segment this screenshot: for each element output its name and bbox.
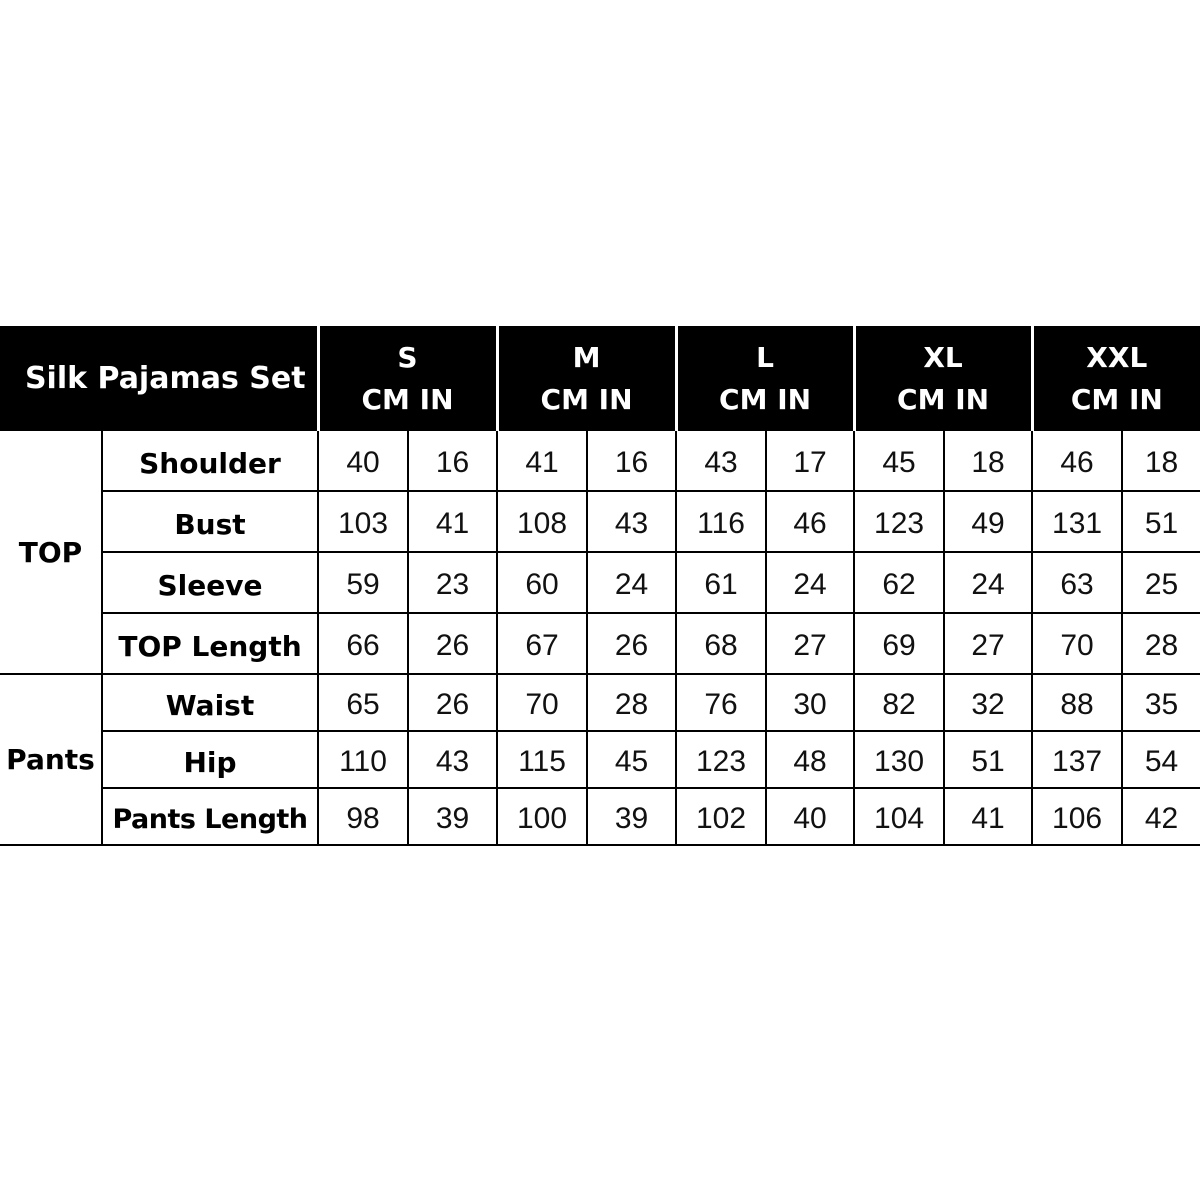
value-cell: 43 — [587, 491, 676, 552]
table-row — [0, 731, 1200, 788]
value-cell: 39 — [587, 788, 676, 845]
value-cell: 54 — [1122, 731, 1200, 788]
value-cell: 41 — [497, 431, 587, 491]
value-cell: 76 — [676, 674, 766, 731]
value-cell: 110 — [318, 731, 408, 788]
value-cell: 137 — [1032, 731, 1122, 788]
value-cell: 115 — [497, 731, 587, 788]
value-cell: 82 — [854, 674, 944, 731]
table-row — [0, 613, 1200, 674]
value-cell: 41 — [944, 788, 1032, 845]
measurement-label: Bust — [102, 491, 318, 552]
value-cell: 70 — [497, 674, 587, 731]
value-cell: 60 — [497, 552, 587, 613]
table-row — [0, 491, 1200, 552]
value-cell: 40 — [318, 431, 408, 491]
value-cell: 28 — [587, 674, 676, 731]
value-cell: 41 — [408, 491, 497, 552]
value-cell: 51 — [944, 731, 1032, 788]
value-cell: 61 — [676, 552, 766, 613]
value-cell: 51 — [1122, 491, 1200, 552]
measurement-label: Pants Length — [102, 788, 318, 845]
value-cell: 88 — [1032, 674, 1122, 731]
value-cell: 98 — [318, 788, 408, 845]
value-cell: 68 — [676, 613, 766, 674]
size-label: S — [397, 340, 418, 374]
table-row — [0, 788, 1200, 845]
value-cell: 131 — [1032, 491, 1122, 552]
value-cell: 46 — [1032, 431, 1122, 491]
size-label: M — [572, 340, 601, 374]
measurement-label: Waist — [102, 674, 318, 731]
value-cell: 103 — [318, 491, 408, 552]
value-cell: 18 — [1122, 431, 1200, 491]
size-header-xl — [854, 326, 1032, 431]
value-cell: 26 — [587, 613, 676, 674]
value-cell: 16 — [408, 431, 497, 491]
value-cell: 30 — [766, 674, 854, 731]
size-label: XXL — [1086, 340, 1148, 374]
size-header-xxl — [1032, 326, 1200, 431]
value-cell: 18 — [944, 431, 1032, 491]
table-row — [0, 552, 1200, 613]
value-cell: 24 — [587, 552, 676, 613]
value-cell: 43 — [408, 731, 497, 788]
value-cell: 116 — [676, 491, 766, 552]
value-cell: 42 — [1122, 788, 1200, 845]
value-cell: 45 — [854, 431, 944, 491]
value-cell: 49 — [944, 491, 1032, 552]
value-cell: 28 — [1122, 613, 1200, 674]
value-cell: 27 — [766, 613, 854, 674]
value-cell: 108 — [497, 491, 587, 552]
value-cell: 27 — [944, 613, 1032, 674]
units-label: CM IN — [1070, 382, 1163, 416]
units-label: CM IN — [540, 382, 633, 416]
size-header-l — [676, 326, 854, 431]
size-label: XL — [923, 340, 963, 374]
category-0: TOP — [0, 431, 102, 674]
size-header-m — [497, 326, 676, 431]
value-cell: 104 — [854, 788, 944, 845]
category-1: Pants — [0, 674, 102, 845]
value-cell: 63 — [1032, 552, 1122, 613]
units-label: CM IN — [897, 382, 990, 416]
value-cell: 130 — [854, 731, 944, 788]
value-cell: 67 — [497, 613, 587, 674]
value-cell: 70 — [1032, 613, 1122, 674]
table-title: Silk Pajamas Set — [0, 326, 318, 431]
value-cell: 24 — [766, 552, 854, 613]
value-cell: 100 — [497, 788, 587, 845]
value-cell: 26 — [408, 674, 497, 731]
value-cell: 48 — [766, 731, 854, 788]
value-cell: 24 — [944, 552, 1032, 613]
value-cell: 16 — [587, 431, 676, 491]
header-row — [0, 326, 1200, 431]
measurement-label: Hip — [102, 731, 318, 788]
value-cell: 106 — [1032, 788, 1122, 845]
value-cell: 66 — [318, 613, 408, 674]
measurement-label: Sleeve — [102, 552, 318, 613]
size-header-s — [318, 326, 497, 431]
value-cell: 23 — [408, 552, 497, 613]
value-cell: 59 — [318, 552, 408, 613]
table-row — [0, 431, 1200, 491]
units-label: CM IN — [361, 382, 454, 416]
value-cell: 45 — [587, 731, 676, 788]
value-cell: 25 — [1122, 552, 1200, 613]
value-cell: 35 — [1122, 674, 1200, 731]
measurement-label: TOP Length — [102, 613, 318, 674]
value-cell: 62 — [854, 552, 944, 613]
value-cell: 43 — [676, 431, 766, 491]
value-cell: 123 — [854, 491, 944, 552]
value-cell: 65 — [318, 674, 408, 731]
value-cell: 39 — [408, 788, 497, 845]
measurement-label: Shoulder — [102, 431, 318, 491]
value-cell: 26 — [408, 613, 497, 674]
value-cell: 40 — [766, 788, 854, 845]
size-chart-table — [0, 326, 1200, 846]
value-cell: 69 — [854, 613, 944, 674]
value-cell: 102 — [676, 788, 766, 845]
units-label: CM IN — [719, 382, 812, 416]
value-cell: 32 — [944, 674, 1032, 731]
value-cell: 46 — [766, 491, 854, 552]
value-cell: 123 — [676, 731, 766, 788]
size-label: L — [756, 340, 774, 374]
table-body — [0, 431, 1200, 845]
value-cell: 17 — [766, 431, 854, 491]
table-row — [0, 674, 1200, 731]
